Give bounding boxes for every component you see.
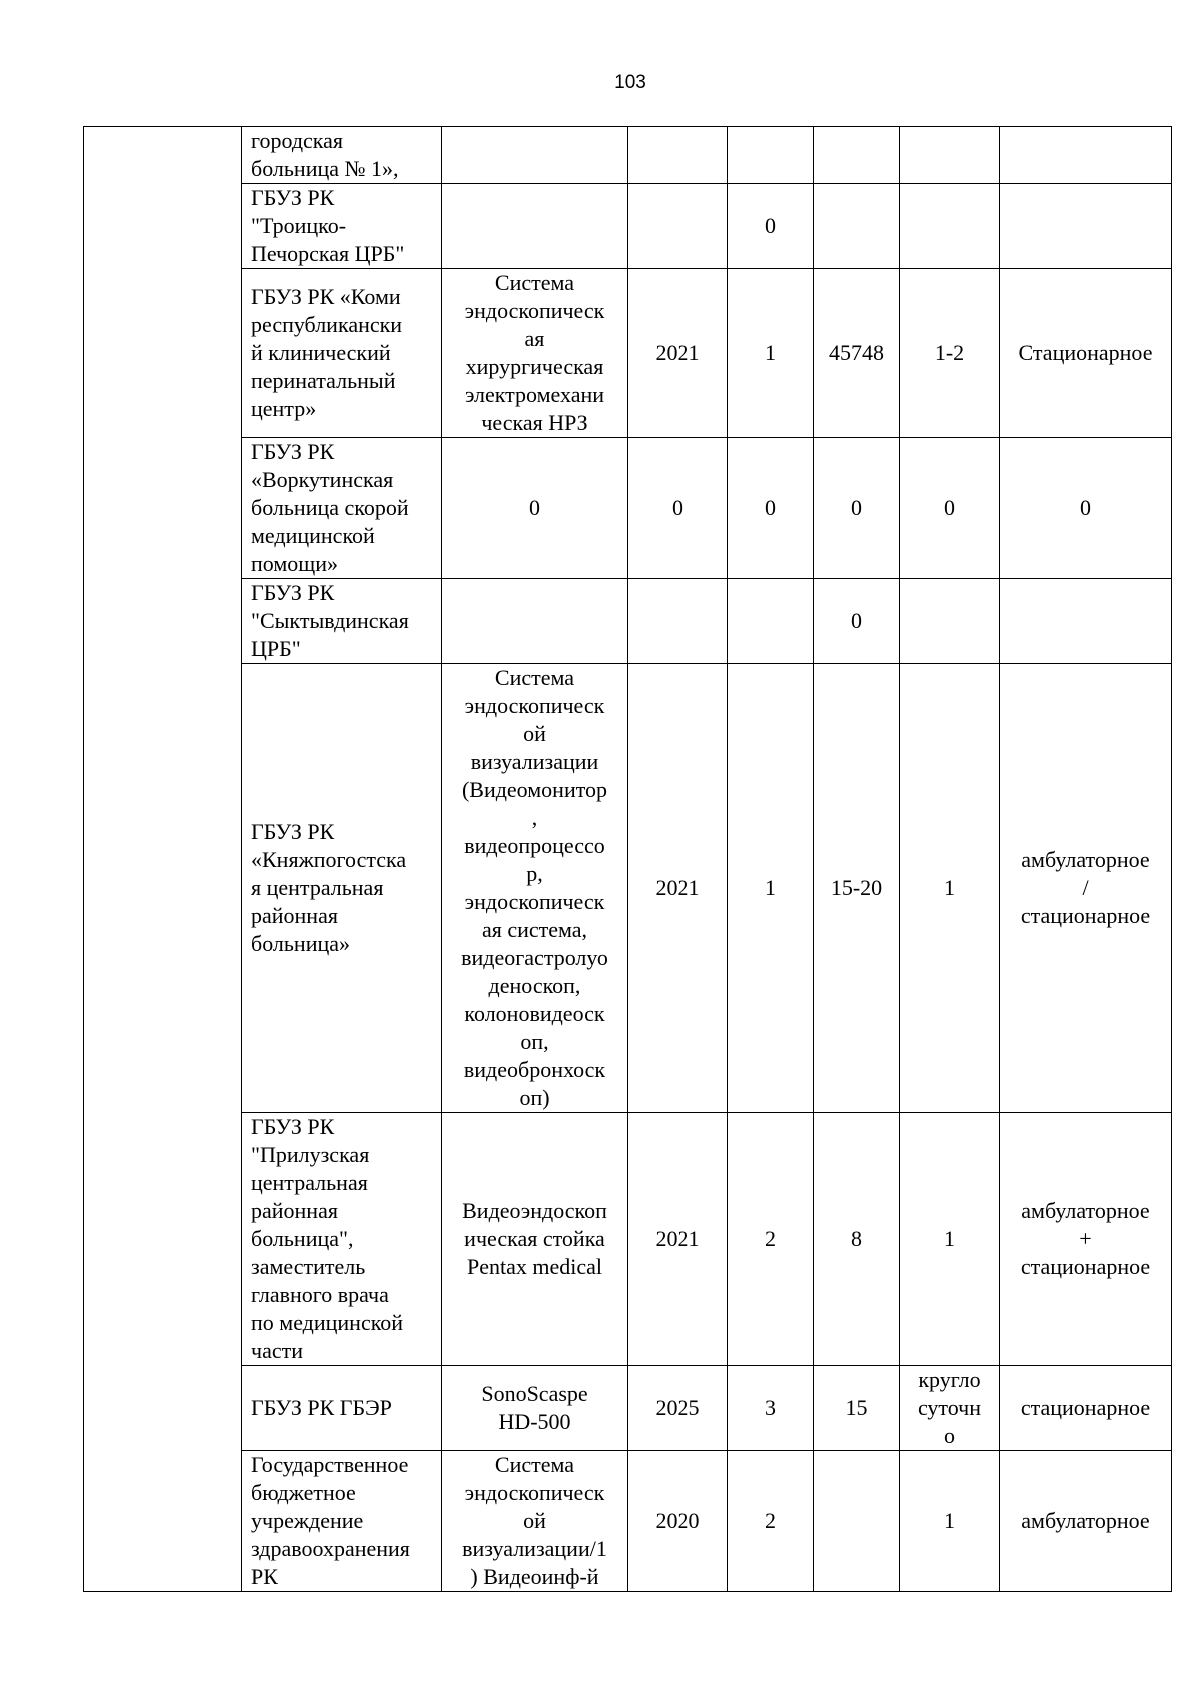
value-cell-text: 15-20 (830, 875, 883, 900)
count-cell (728, 1451, 814, 1592)
equipment-cell-text: Видеоэндоскоп ическая стойка Pentax medical (462, 1198, 607, 1279)
mode-cell (1000, 184, 1172, 269)
equipment-cell (442, 1113, 628, 1366)
shift-cell-text: 1 (944, 1508, 955, 1533)
mode-cell-text: стационарное (1020, 1395, 1151, 1420)
shift-cell-text: 1 (944, 875, 955, 900)
table-row (84, 579, 1172, 664)
year-cell-text: 2021 (655, 875, 700, 900)
mode-cell-text: амбулаторное / стационарное (1020, 847, 1151, 928)
value-cell-text: 8 (851, 1226, 862, 1251)
mode-cell (1000, 269, 1172, 438)
year-cell-text: 2021 (655, 1226, 700, 1251)
shift-cell (900, 1451, 1000, 1592)
count-cell-text: 1 (765, 340, 776, 365)
value-cell (814, 269, 900, 438)
value-cell (814, 664, 900, 1113)
value-cell-text: 15 (845, 1395, 868, 1420)
org-cell-text: ГБУЗ РК «Воркутинская больница скорой медицинской помощи» (251, 439, 409, 576)
year-cell-text: 0 (672, 495, 683, 520)
count-cell (728, 1113, 814, 1366)
mode-cell-text: Стационарное (1018, 340, 1153, 365)
org-cell (242, 127, 442, 184)
value-cell-text: 45748 (829, 340, 884, 365)
shift-cell (900, 184, 1000, 269)
equipment-table (83, 126, 1172, 1592)
year-cell (628, 438, 728, 579)
count-cell (728, 127, 814, 184)
mode-cell (1000, 127, 1172, 184)
year-cell (628, 1366, 728, 1451)
year-cell-text: 2020 (655, 1508, 700, 1533)
equipment-cell-text: Система эндоскопическ ая хирургическая электромехани ческая НРЗ (464, 270, 605, 435)
year-cell (628, 269, 728, 438)
page-number: 103 (614, 72, 646, 93)
count-cell-text: 3 (765, 1395, 776, 1420)
year-cell (628, 184, 728, 269)
value-cell (814, 1366, 900, 1451)
shift-cell (900, 664, 1000, 1113)
mode-cell (1000, 1113, 1172, 1366)
value-cell-text: 0 (851, 495, 862, 520)
count-cell-text: 2 (765, 1508, 776, 1533)
org-cell-text: городская больница № 1», (251, 128, 399, 181)
value-cell-text: 0 (851, 608, 862, 633)
table-row (84, 1366, 1172, 1451)
org-cell (242, 1451, 442, 1592)
equipment-cell-text: Система эндоскопическ ой визуализации (Видеомонитор , видеопроцессо р, эндоскопическ ая система, видеогастролуо деноскоп, колоновидеоск оп, видеобронхоск оп) (461, 665, 608, 1110)
year-cell (628, 1113, 728, 1366)
shift-cell (900, 127, 1000, 184)
shift-cell-text: 0 (944, 495, 955, 520)
year-cell-text: 2021 (655, 340, 700, 365)
year-cell (628, 579, 728, 664)
count-cell (728, 184, 814, 269)
mode-cell-text: 0 (1080, 495, 1091, 520)
equipment-cell (442, 184, 628, 269)
value-cell (814, 438, 900, 579)
mode-cell-text: амбулаторное + стационарное (1020, 1198, 1151, 1279)
year-cell (628, 664, 728, 1113)
org-cell (242, 664, 442, 1113)
value-cell (814, 127, 900, 184)
value-cell (814, 1451, 900, 1592)
org-cell (242, 579, 442, 664)
org-cell-text: ГБУЗ РК «Княжпогостска я центральная районная больница» (251, 819, 407, 956)
year-cell-text: 2025 (655, 1395, 700, 1420)
shift-cell-text: 1-2 (934, 340, 965, 365)
count-cell (728, 664, 814, 1113)
shift-cell (900, 438, 1000, 579)
table-row (84, 438, 1172, 579)
year-cell (628, 1451, 728, 1592)
equipment-cell-text: 0 (529, 495, 540, 520)
shift-cell (900, 269, 1000, 438)
mode-cell (1000, 438, 1172, 579)
mode-cell-text: амбулаторное (1021, 1508, 1150, 1533)
value-cell (814, 579, 900, 664)
equipment-cell (442, 438, 628, 579)
shift-cell (900, 579, 1000, 664)
equipment-cell (442, 579, 628, 664)
table-row (84, 1451, 1172, 1592)
org-cell-text: ГБУЗ РК ГБЭР (251, 1395, 392, 1420)
org-cell (242, 1113, 442, 1366)
count-cell-text: 1 (765, 875, 776, 900)
value-cell (814, 1113, 900, 1366)
org-cell-text: ГБУЗ РК "Прилузская центральная районная больница", заместитель главного врача по медицинской части (251, 1114, 404, 1363)
table-row (84, 184, 1172, 269)
org-cell-text: ГБУЗ РК "Сыктывдинская ЦРБ" (251, 580, 409, 661)
shift-cell-text: 1 (944, 1226, 955, 1251)
org-cell (242, 269, 442, 438)
shift-cell-text: кругло суточн о (917, 1367, 982, 1448)
count-cell (728, 1366, 814, 1451)
table-row (84, 1113, 1172, 1366)
shift-cell (900, 1366, 1000, 1451)
mode-cell (1000, 1451, 1172, 1592)
count-cell-text: 0 (765, 213, 776, 238)
count-cell (728, 579, 814, 664)
year-cell (628, 127, 728, 184)
table-row (84, 664, 1172, 1113)
org-cell-text: ГБУЗ РК «Коми республикански й клинический перинатальный центр» (251, 284, 403, 421)
equipment-cell (442, 1451, 628, 1592)
count-cell-text: 2 (765, 1226, 776, 1251)
value-cell (814, 184, 900, 269)
mode-cell (1000, 1366, 1172, 1451)
count-cell-text: 0 (765, 495, 776, 520)
org-cell (242, 184, 442, 269)
shift-cell (900, 1113, 1000, 1366)
org-cell-text: ГБУЗ РК "Троицко- Печорская ЦРБ" (251, 185, 405, 266)
org-cell (242, 1366, 442, 1451)
equipment-cell (442, 1366, 628, 1451)
org-cell (242, 438, 442, 579)
equipment-cell (442, 269, 628, 438)
equipment-cell-text: Система эндоскопическ ой визуализации/1 ) Видеоинф-й (462, 1452, 607, 1589)
count-cell (728, 269, 814, 438)
table-row (84, 127, 1172, 184)
mode-cell (1000, 664, 1172, 1113)
equipment-cell-text: SonoScaspe HD-500 (481, 1381, 588, 1434)
merged-first-column-cell (84, 127, 242, 1592)
count-cell (728, 438, 814, 579)
table-row (84, 269, 1172, 438)
mode-cell (1000, 579, 1172, 664)
org-cell-text: Государственное бюджетное учреждение здравоохранения РК (251, 1452, 410, 1589)
equipment-cell (442, 127, 628, 184)
equipment-cell (442, 664, 628, 1113)
